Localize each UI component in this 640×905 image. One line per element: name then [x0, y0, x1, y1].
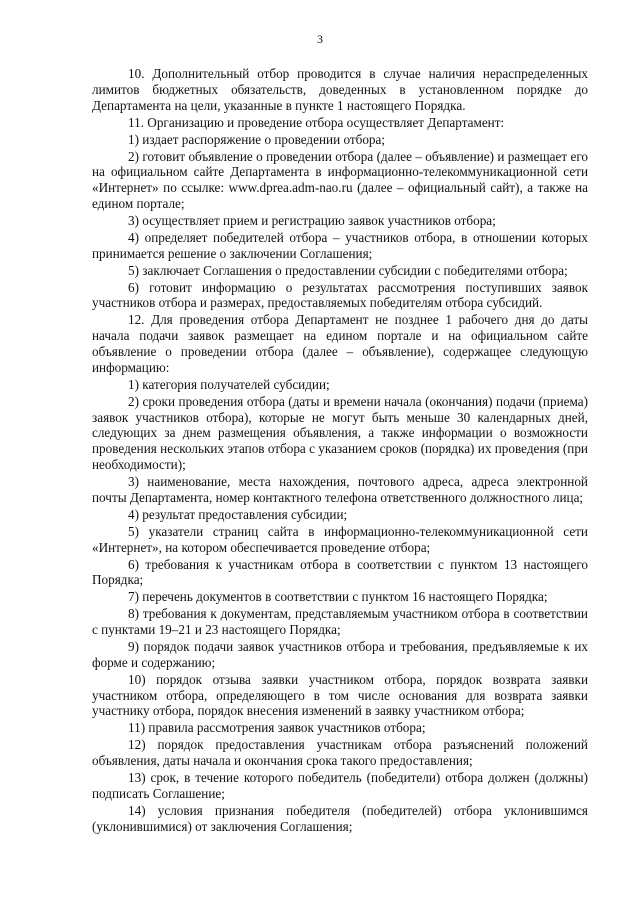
- paragraph: 9) порядок подачи заявок участников отбора и требования, предъявляемые к их форме и содержанию;: [92, 639, 588, 670]
- paragraph: 8) требования к документам, представляемым участником отбора в соответствии с пунктами 19–21 и 23 настоящего Порядка;: [92, 606, 588, 638]
- paragraph: 10. Дополнительный отбор проводится в случае наличия нераспределенных лимитов бюджетных обязательств, доведенных в установленном порядке до Департамента на цели, указанные в пункте 1 настоящего Порядка.: [92, 66, 588, 113]
- paragraph: 11. Организацию и проведение отбора осуществляет Департамент:: [128, 114, 505, 130]
- paragraph: 11) правила рассмотрения заявок участников отбора;: [128, 720, 426, 736]
- paragraph: 7) перечень документов в соответствии с пунктом 16 настоящего Порядка;: [128, 589, 548, 605]
- paragraph: 3) осуществляет прием и регистрацию заявок участников отбора;: [128, 212, 496, 228]
- paragraph: 10) порядок отзыва заявки участником отбора, порядок возврата заявки участником отбора, определяющего в том числе основания для возврата заявки участнику отбора, порядок внесения изменений в заявку участником отбора;: [92, 671, 588, 719]
- paragraph: 2) сроки проведения отбора (даты и времени начала (окончания) подачи (приема) заявок участников отбора), которые не могут быть меньше 30 календарных дней, следующих за днем размещения объявления, а также информации о возможности проведения нескольких этапов отбора с указанием сроков (порядка) их проведения (при необходимости);: [92, 393, 588, 472]
- paragraph: 5) заключает Соглашения о предоставлении субсидии с победителями отбора;: [128, 262, 568, 278]
- paragraph: 14) условия признания победителя (победителей) отбора уклонившимся (уклонившимися) от заключения Соглашения;: [92, 802, 588, 834]
- paragraph: 12. Для проведения отбора Департамент не позднее 1 рабочего дня до даты начала подачи заявок размещает на едином портале и на официальном сайте объявление о проведении отбора (далее – объявление), содержащее следующую информацию:: [92, 312, 588, 375]
- paragraph: 2) готовит объявление о проведении отбора (далее – объявление) и размещает его на официальном сайте Департамента в информационно-телекоммуникационной сети «Интернет» по ссылке: www.dprea.adm-nao.ru (далее – официальный сайт), а также на едином портале;: [92, 148, 588, 211]
- paragraph: 12) порядок предоставления участникам отбора разъяснений положений объявления, даты начала и окончания срока такого предоставления;: [92, 737, 588, 769]
- document-body: [92, 66, 588, 836]
- paragraph: 4) результат предоставления субсидии;: [128, 506, 348, 522]
- paragraph: 4) определяет победителей отбора – участников отбора, в отношении которых принимается решение о заключении Соглашения;: [92, 229, 588, 261]
- paragraph: 3) наименование, места нахождения, почтового адреса, адреса электронной почты Департамента, номер контактного телефона ответственного должностного лица;: [92, 473, 588, 505]
- paragraph: 6) готовит информацию о результатах рассмотрения поступивших заявок участников отбора и размерах, предоставляемых победителям отбора субсидий.: [92, 279, 588, 311]
- paragraph: 6) требования к участникам отбора в соответствии с пунктом 13 настоящего Порядка;: [92, 556, 588, 588]
- paragraph: 13) срок, в течение которого победитель (победители) отбора должен (должны) подписать Соглашение;: [92, 770, 588, 801]
- paragraph: 5) указатели страниц сайта в информационно-телекоммуникационной сети «Интернет», на котором обеспечивается проведение отбора;: [92, 523, 588, 555]
- page-number: 3: [317, 32, 323, 46]
- paragraph: 1) категория получателей субсидии;: [128, 376, 330, 392]
- paragraph: 1) издает распоряжение о проведении отбора;: [128, 131, 386, 147]
